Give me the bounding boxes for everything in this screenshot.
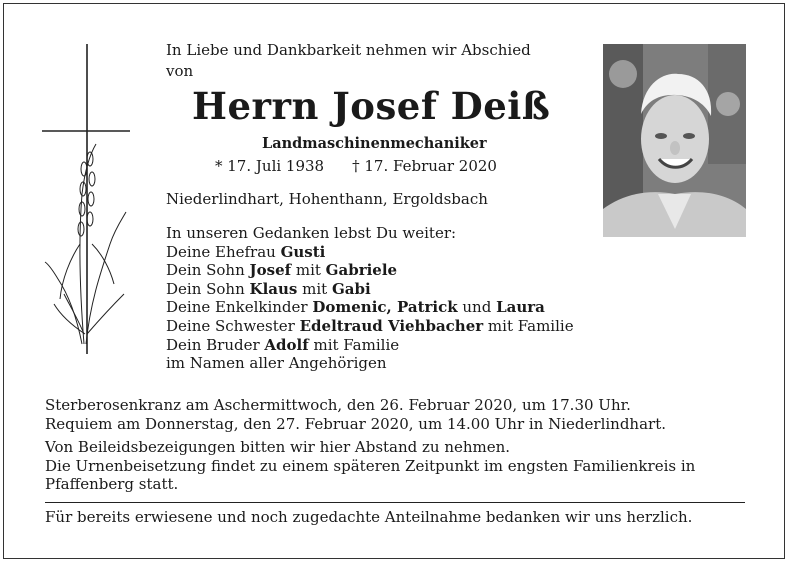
info-line: Sterberosenkranz am Aschermittwoch, den 26. Februar 2020, um 17.30 Uhr. (45, 396, 631, 414)
life-dates (215, 157, 497, 175)
profession: Landmaschinenmechaniker (262, 135, 487, 152)
family-line: im Namen aller Angehörigen (166, 354, 387, 373)
divider (45, 502, 745, 503)
info-line: Requiem am Donnerstag, den 27. Februar 2020, um 14.00 Uhr in Niederlindhart. (45, 414, 666, 433)
service-info (45, 396, 755, 494)
portrait-photo (603, 44, 746, 237)
family-line: Deine Enkelkinder Domenic, Patrick und Laura (166, 298, 545, 317)
death-date: † 17. Februar 2020 (352, 157, 497, 175)
deceased-name: Herrn Josef Deiß (192, 84, 551, 128)
intro-line: In Liebe und Dankbarkeit nehmen wir Abschied (166, 41, 531, 59)
family-line: Dein Bruder Adolf mit Familie (166, 335, 400, 354)
birth-date: * 17. Juli 1938 (215, 157, 325, 175)
family-line: Deine Schwester Edeltraud Viehbacher mit Familie (166, 316, 574, 335)
intro-line-von: von (166, 62, 194, 80)
family-line: Dein Sohn Josef mit Gabriele (166, 261, 398, 280)
info-line: Die Urnenbeisetzung findet zu einem späteren Zeitpunkt im engsten Familienkreis in (45, 456, 696, 475)
thanks-line: Für bereits erwiesene und noch zugedachte Anteilnahme bedanken wir uns herzlich. (45, 508, 693, 526)
family-intro: In unseren Gedanken lebst Du weiter: (166, 224, 457, 242)
info-line: Von Beileidsbezeigungen bitten wir hier Abstand zu nehmen. (45, 438, 511, 457)
family-line: Deine Ehefrau Gusti (166, 242, 326, 261)
places: Niederlindhart, Hohenthann, Ergoldsbach (166, 190, 488, 208)
family-list (166, 224, 574, 373)
cross-with-wheat-icon (40, 44, 132, 354)
info-line: Pfaffenberg statt. (45, 475, 179, 494)
family-line: Dein Sohn Klaus mit Gabi (166, 279, 371, 298)
